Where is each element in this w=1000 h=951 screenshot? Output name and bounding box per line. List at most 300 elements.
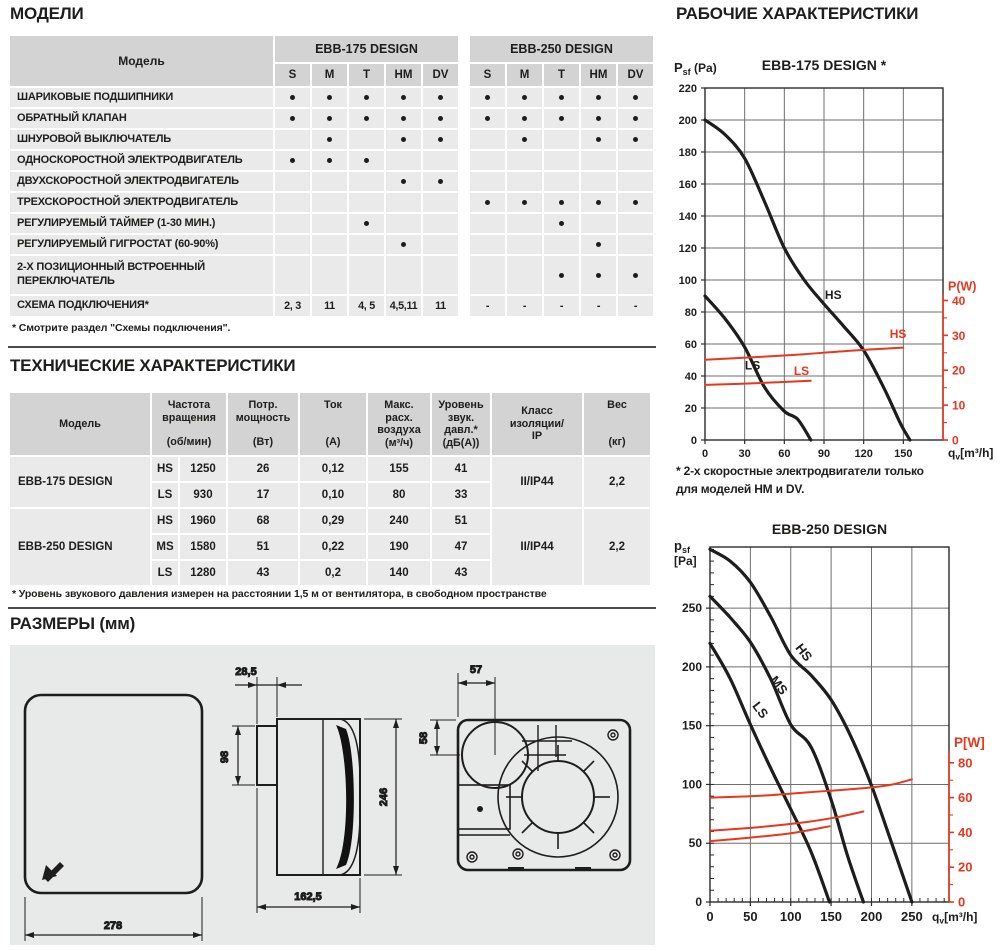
y-tick-label: 150 bbox=[681, 718, 702, 733]
performance-footnote bbox=[676, 462, 986, 498]
feature-mark-cell bbox=[349, 172, 384, 191]
feature-mark-cell bbox=[581, 214, 616, 233]
pressure-axis-label: $p_{sf}$ [Pa] bbox=[674, 538, 697, 568]
models-group-ebb175: EBB-175 DESIGN bbox=[275, 36, 458, 62]
feature-mark-cell bbox=[618, 88, 653, 107]
tech-value-cell: 1580 bbox=[180, 535, 226, 559]
feature-mark-cell bbox=[275, 88, 310, 107]
feature-mark-cell bbox=[470, 235, 505, 254]
feature-mark-cell bbox=[349, 193, 384, 212]
feature-dot bbox=[401, 242, 406, 247]
tech-value-cell: 240 bbox=[368, 509, 430, 533]
feature-mark-cell bbox=[275, 151, 310, 170]
y-tick-label: 0 bbox=[690, 435, 697, 447]
models-subcol-HM-175: HM bbox=[386, 64, 421, 86]
feature-dot bbox=[438, 116, 443, 121]
feature-mark-cell bbox=[507, 256, 542, 294]
tech-value-cell: 1250 bbox=[180, 457, 226, 481]
feature-dot bbox=[522, 200, 527, 205]
tech-model-name: EBB-175 DESIGN bbox=[10, 457, 150, 507]
curve-label-HS: HS bbox=[824, 288, 842, 303]
curve-label-MS: MS bbox=[767, 672, 791, 698]
feature-mark-cell bbox=[507, 193, 542, 212]
feature-dot bbox=[596, 95, 601, 100]
performance-footnote-line1: * 2-х скоростные электродвигатели только bbox=[676, 464, 924, 478]
feature-mark-cell bbox=[618, 193, 653, 212]
feature-dot bbox=[633, 137, 638, 142]
y-tick-label: 140 bbox=[678, 211, 697, 223]
performance-section-title: РАБОЧИЕ ХАРАКТЕРИСТИКИ bbox=[676, 4, 919, 23]
feature-mark-cell bbox=[470, 130, 505, 149]
tech-value-cell: 930 bbox=[180, 483, 226, 507]
chart-ebb-250 bbox=[660, 520, 1000, 951]
feature-mark-cell bbox=[275, 130, 310, 149]
tech-header-airflow: Макс. расх. воздуха (м³/ч) bbox=[368, 393, 430, 455]
y-tick-label: 220 bbox=[678, 83, 697, 95]
power-tick-label: 20 bbox=[952, 363, 966, 378]
plot-border bbox=[710, 547, 949, 902]
feature-mark-cell bbox=[386, 172, 421, 191]
feature-mark-cell bbox=[507, 235, 542, 254]
tech-value-cell: 0,2 bbox=[300, 561, 366, 585]
models-section-title: МОДЕЛИ bbox=[10, 4, 84, 23]
feature-dot bbox=[327, 95, 332, 100]
x-tick-label: 30 bbox=[738, 448, 751, 460]
feature-mark-cell bbox=[470, 172, 505, 191]
curve-LS bbox=[705, 381, 811, 385]
feature-mark-cell bbox=[581, 235, 616, 254]
models-feature-table bbox=[10, 36, 655, 316]
feature-mark-cell bbox=[349, 88, 384, 107]
feature-row-label: ШНУРОВОЙ ВЫКЛЮЧАТЕЛЬ bbox=[10, 130, 273, 149]
tech-value-cell: 51 bbox=[228, 535, 298, 559]
feature-mark-cell bbox=[470, 296, 505, 316]
feature-mark-cell bbox=[507, 130, 542, 149]
y-tick-label: 200 bbox=[678, 115, 697, 127]
tech-value-cell: 33 bbox=[432, 483, 490, 507]
dim-duct-offset-x: 57 bbox=[469, 664, 483, 676]
feature-dot bbox=[633, 116, 638, 121]
feature-dot bbox=[522, 137, 527, 142]
feature-dot bbox=[327, 137, 332, 142]
dimensions-drawing bbox=[10, 645, 655, 945]
unit-label: (Вт) bbox=[252, 436, 274, 449]
feature-row-label: ДВУХСКОРОСТНОЙ ЭЛЕКТРОДВИГАТЕЛЬ bbox=[10, 172, 273, 191]
tech-value-cell: 1960 bbox=[180, 509, 226, 533]
y-tick-label: 100 bbox=[678, 275, 697, 287]
tech-value-cell: 190 bbox=[368, 535, 430, 559]
feature-mark-cell bbox=[423, 214, 458, 233]
dimensions-panel bbox=[10, 645, 655, 945]
side-grille bbox=[336, 725, 354, 869]
feature-mark-cell bbox=[618, 235, 653, 254]
dimensions-section-title: РАЗМЕРЫ (мм) bbox=[10, 614, 136, 633]
feature-mark-cell bbox=[507, 151, 542, 170]
flow-axis-label: $q_v[m^3/h]$ bbox=[932, 910, 978, 926]
dim-body-depth: 162,5 bbox=[294, 891, 322, 903]
feature-mark-cell bbox=[507, 296, 542, 316]
schema-value: - bbox=[633, 300, 638, 312]
models-group-ebb250: EBB-250 DESIGN bbox=[470, 36, 653, 62]
feature-dot bbox=[438, 179, 443, 184]
feature-mark-cell bbox=[312, 256, 347, 294]
feature-mark-cell bbox=[312, 193, 347, 212]
feature-mark-cell bbox=[507, 172, 542, 191]
feature-mark-cell bbox=[618, 130, 653, 149]
feature-mark-cell bbox=[312, 214, 347, 233]
feature-mark-cell bbox=[581, 109, 616, 128]
feature-mark-cell bbox=[349, 296, 384, 316]
y-tick-label: 100 bbox=[681, 777, 702, 792]
y-tick-label: 200 bbox=[681, 659, 702, 674]
feature-mark-cell bbox=[312, 88, 347, 107]
feature-mark-cell bbox=[423, 130, 458, 149]
feature-dot bbox=[327, 116, 332, 121]
tech-header-current: Ток (А) bbox=[300, 393, 366, 455]
tech-header-ip: Класс изоляции/ IP bbox=[492, 393, 582, 455]
feature-mark-cell bbox=[386, 214, 421, 233]
power-axis-label: P(W) bbox=[948, 279, 977, 294]
feature-row-label: ОДНОСКОРОСТНОЙ ЭЛЕКТРОДВИГАТЕЛЬ bbox=[10, 151, 273, 170]
tech-value-cell: 155 bbox=[368, 457, 430, 481]
y-tick-label: 180 bbox=[678, 147, 697, 159]
unit-label: (м³/ч) bbox=[384, 437, 414, 450]
feature-mark-cell bbox=[544, 256, 579, 294]
schema-value: - bbox=[522, 300, 527, 312]
tech-value-cell: 0,29 bbox=[300, 509, 366, 533]
tech-weight: 2,2 bbox=[584, 457, 650, 507]
feature-mark-cell bbox=[349, 235, 384, 254]
feature-mark-cell bbox=[386, 109, 421, 128]
feature-mark-cell bbox=[544, 130, 579, 149]
feature-dot bbox=[596, 200, 601, 205]
models-subcol-S-175: S bbox=[275, 64, 310, 86]
models-subcol-M-250: M bbox=[507, 64, 542, 86]
dim-duct-offset-y: 58 bbox=[418, 731, 430, 745]
schema-value: 11 bbox=[435, 300, 446, 312]
feature-dot bbox=[485, 200, 490, 205]
tech-value-cell: 17 bbox=[228, 483, 298, 507]
feature-mark-cell bbox=[312, 172, 347, 191]
unit-label: (дБ(А)) bbox=[442, 437, 480, 450]
tech-footnote: * Уровень звукового давления измерен на расстоянии 1,5 м от вентилятора, в свободном пространстве bbox=[12, 588, 547, 600]
feature-dot bbox=[633, 273, 638, 278]
power-tick-label: 30 bbox=[952, 328, 966, 343]
feature-mark-cell bbox=[386, 88, 421, 107]
feature-mark-cell bbox=[349, 214, 384, 233]
tech-value-cell: 47 bbox=[432, 535, 490, 559]
tech-value-cell: 0,22 bbox=[300, 535, 366, 559]
curve-power bbox=[710, 779, 912, 797]
feature-dot bbox=[559, 200, 564, 205]
feature-mark-cell bbox=[618, 151, 653, 170]
feature-dot bbox=[633, 200, 638, 205]
y-tick-label: 0 bbox=[695, 895, 702, 909]
feature-mark-cell bbox=[312, 130, 347, 149]
feature-mark-cell bbox=[581, 296, 616, 316]
x-tick-label: 50 bbox=[743, 909, 758, 924]
feature-mark-cell bbox=[544, 193, 579, 212]
feature-mark-cell bbox=[312, 296, 347, 316]
power-tick-label: 40 bbox=[958, 824, 973, 840]
feature-dot bbox=[401, 95, 406, 100]
schema-value: 4,5,11 bbox=[389, 300, 418, 312]
feature-dot bbox=[364, 116, 369, 121]
feature-mark-cell bbox=[618, 172, 653, 191]
feature-mark-cell bbox=[386, 151, 421, 170]
feature-mark-cell bbox=[618, 256, 653, 294]
curve-label-LS: LS bbox=[749, 698, 772, 722]
power-tick-label: 0 bbox=[952, 433, 959, 448]
schema-value: 11 bbox=[324, 300, 335, 312]
front-view bbox=[25, 695, 202, 941]
feature-mark-cell bbox=[386, 235, 421, 254]
feature-mark-cell bbox=[581, 256, 616, 294]
feature-mark-cell bbox=[423, 193, 458, 212]
feature-dot bbox=[401, 137, 406, 142]
power-tick-label: 20 bbox=[958, 859, 973, 875]
back-view bbox=[418, 664, 630, 871]
feature-dot bbox=[596, 116, 601, 121]
power-tick-label: 40 bbox=[952, 293, 966, 308]
performance-footnote-line2: для моделей HM и DV. bbox=[676, 482, 805, 496]
feature-dot bbox=[522, 95, 527, 100]
schema-value: - bbox=[596, 300, 601, 312]
y-tick-label: 250 bbox=[681, 601, 702, 616]
feature-mark-cell bbox=[423, 256, 458, 294]
feature-mark-cell bbox=[423, 296, 458, 316]
y-tick-label: 50 bbox=[688, 836, 702, 851]
feature-mark-cell bbox=[275, 235, 310, 254]
models-subcol-T-175: T bbox=[349, 64, 384, 86]
tech-value-cell: HS bbox=[152, 457, 178, 481]
feature-mark-cell bbox=[386, 256, 421, 294]
feature-dot bbox=[438, 137, 443, 142]
feature-mark-cell bbox=[581, 172, 616, 191]
unit-label: (А) bbox=[325, 436, 341, 449]
feature-mark-cell bbox=[275, 172, 310, 191]
tech-value-cell: 1280 bbox=[180, 561, 226, 585]
feature-row-label: РЕГУЛИРУЕМЫЙ ГИГРОСТАТ (60-90%) bbox=[10, 235, 273, 254]
feature-dot bbox=[596, 137, 601, 142]
feature-mark-cell bbox=[544, 109, 579, 128]
feature-mark-cell bbox=[470, 193, 505, 212]
feature-mark-cell bbox=[349, 256, 384, 294]
feature-mark-cell bbox=[275, 214, 310, 233]
dim-duct-height: 98 bbox=[219, 750, 231, 764]
feature-mark-cell bbox=[312, 109, 347, 128]
tech-header-weight: Вес (кг) bbox=[584, 393, 650, 455]
feature-row-label: ОБРАТНЫЙ КЛАПАН bbox=[10, 109, 273, 128]
models-subcol-DV-250: DV bbox=[618, 64, 653, 86]
power-tick-label: 60 bbox=[958, 790, 973, 806]
feature-mark-cell bbox=[581, 151, 616, 170]
feature-dot bbox=[522, 116, 527, 121]
feature-mark-cell bbox=[470, 256, 505, 294]
models-footnote: * Смотрите раздел "Схемы подключения". bbox=[12, 322, 231, 334]
side-view bbox=[219, 666, 402, 913]
models-subcol-M-175: M bbox=[312, 64, 347, 86]
models-subcol-HM-250: HM bbox=[581, 64, 616, 86]
feature-dot bbox=[596, 273, 601, 278]
x-tick-label: 90 bbox=[817, 448, 831, 460]
models-subcol-S-250: S bbox=[470, 64, 505, 86]
terminal-box bbox=[458, 785, 510, 829]
feature-dot bbox=[290, 95, 295, 100]
chart-title: EBB-175 DESIGN * bbox=[761, 57, 887, 73]
tech-header-freq: Частота вращения (об/мин) bbox=[152, 393, 226, 455]
feature-mark-cell bbox=[470, 214, 505, 233]
feature-dot bbox=[364, 95, 369, 100]
x-tick-label: 200 bbox=[860, 909, 883, 924]
feature-dot bbox=[327, 158, 332, 163]
feature-dot bbox=[559, 116, 564, 121]
tech-section-title: ТЕХНИЧЕСКИЕ ХАРАКТЕРИСТИКИ bbox=[10, 356, 296, 375]
feature-dot bbox=[438, 95, 443, 100]
unit-label: (об/мин) bbox=[166, 436, 212, 449]
feature-mark-cell bbox=[618, 296, 653, 316]
curve-label-HS: HS bbox=[889, 326, 907, 341]
dim-total-height: 246 bbox=[378, 787, 390, 807]
feature-mark-cell bbox=[618, 214, 653, 233]
models-corner-header: Модель bbox=[10, 36, 273, 86]
models-subcol-T-250: T bbox=[544, 64, 579, 86]
feature-dot bbox=[559, 221, 564, 226]
power-axis-label: P[W] bbox=[954, 734, 985, 750]
feature-mark-cell bbox=[581, 193, 616, 212]
feature-mark-cell bbox=[386, 296, 421, 316]
feature-row-label: ТРЕХСКОРОСТНОЙ ЭЛЕКТРОДВИГАТЕЛЬ bbox=[10, 193, 273, 212]
y-tick-label: 20 bbox=[684, 403, 697, 415]
feature-mark-cell bbox=[544, 88, 579, 107]
section-divider-1 bbox=[8, 346, 656, 348]
feature-dot bbox=[401, 179, 406, 184]
feature-mark-cell bbox=[423, 151, 458, 170]
feature-mark-cell bbox=[275, 193, 310, 212]
feature-dot bbox=[290, 116, 295, 121]
tech-model-name: EBB-250 DESIGN bbox=[10, 509, 150, 585]
impeller-spokes bbox=[506, 745, 610, 849]
tech-value-cell: 26 bbox=[228, 457, 298, 481]
feature-mark-cell bbox=[312, 235, 347, 254]
tech-value-cell: 0,10 bbox=[300, 483, 366, 507]
x-tick-label: 60 bbox=[778, 448, 791, 460]
tech-weight: 2,2 bbox=[584, 509, 650, 585]
power-tick-label: 10 bbox=[952, 398, 966, 413]
tech-value-cell: 41 bbox=[432, 457, 490, 481]
feature-dot bbox=[633, 95, 638, 100]
feature-row-label: 2-Х ПОЗИЦИОННЫЙ ВСТРОЕННЫЙ ПЕРЕКЛЮЧАТЕЛЬ bbox=[10, 256, 273, 294]
tech-value-cell: MS bbox=[152, 535, 178, 559]
chart-title: EBB-250 DESIGN bbox=[771, 521, 888, 537]
feature-mark-cell bbox=[275, 109, 310, 128]
feature-mark-cell bbox=[581, 130, 616, 149]
feature-mark-cell bbox=[349, 151, 384, 170]
feature-dot bbox=[364, 221, 369, 226]
x-tick-label: 120 bbox=[854, 448, 873, 460]
tech-value-cell: HS bbox=[152, 509, 178, 533]
x-tick-label: 150 bbox=[894, 448, 913, 460]
tech-value-cell: 140 bbox=[368, 561, 430, 585]
power-tick-label: 80 bbox=[958, 755, 973, 771]
x-tick-label: 0 bbox=[701, 448, 709, 460]
dim-duct-depth: 28,5 bbox=[235, 666, 257, 678]
tech-header-model: Модель bbox=[10, 393, 150, 455]
feature-mark-cell bbox=[507, 214, 542, 233]
dim-front-width: 278 bbox=[103, 920, 123, 932]
tech-header-noise: Уровень звук. давл.* (дБ(А)) bbox=[432, 393, 490, 455]
tech-value-cell: 80 bbox=[368, 483, 430, 507]
curve-label-LS: LS bbox=[744, 358, 761, 373]
feature-dot bbox=[485, 95, 490, 100]
feature-mark-cell bbox=[581, 88, 616, 107]
curve-label-HS: HS bbox=[792, 640, 816, 665]
feature-mark-cell bbox=[349, 130, 384, 149]
schema-value: - bbox=[559, 300, 564, 312]
feature-mark-cell bbox=[544, 172, 579, 191]
y-tick-label: 160 bbox=[678, 179, 697, 191]
back-grille-lines bbox=[522, 725, 572, 771]
tech-ip-class: II/IP44 bbox=[492, 509, 582, 585]
x-tick-label: 0 bbox=[706, 909, 714, 924]
feature-dot bbox=[401, 116, 406, 121]
models-subcol-DV-175: DV bbox=[423, 64, 458, 86]
feature-mark-cell bbox=[544, 296, 579, 316]
feature-mark-cell bbox=[423, 88, 458, 107]
x-tick-label: 150 bbox=[820, 909, 842, 924]
feature-dot bbox=[559, 95, 564, 100]
tech-header-power: Потр. мощность (Вт) bbox=[228, 393, 298, 455]
curve-HS bbox=[705, 348, 903, 360]
unit-label: (кг) bbox=[608, 436, 626, 449]
feature-mark-cell bbox=[275, 256, 310, 294]
feature-mark-cell bbox=[544, 214, 579, 233]
tech-value-cell: 43 bbox=[228, 561, 298, 585]
tech-value-cell: 43 bbox=[432, 561, 490, 585]
y-tick-label: 60 bbox=[684, 339, 697, 351]
feature-mark-cell bbox=[470, 109, 505, 128]
schema-value: 4, 5 bbox=[358, 300, 375, 312]
feature-row-label: ШАРИКОВЫЕ ПОДШИПНИКИ bbox=[10, 88, 273, 107]
y-tick-label: 120 bbox=[678, 243, 697, 255]
y-tick-label: 40 bbox=[684, 371, 697, 383]
feature-mark-cell bbox=[544, 235, 579, 254]
feature-dot bbox=[364, 158, 369, 163]
x-tick-label: 100 bbox=[779, 909, 802, 924]
tech-value-cell: 51 bbox=[432, 509, 490, 533]
feature-mark-cell bbox=[470, 151, 505, 170]
pressure-axis-label: $P_{sf}$ (Pa) bbox=[674, 60, 717, 77]
section-divider-2 bbox=[8, 607, 656, 609]
feature-dot bbox=[485, 116, 490, 121]
schema-value: - bbox=[485, 300, 490, 312]
flow-axis-label: $q_v[m^3/h]$ bbox=[948, 446, 994, 462]
feature-mark-cell bbox=[386, 130, 421, 149]
tech-ip-class: II/IP44 bbox=[492, 457, 582, 507]
feature-row-label: СХЕМА ПОДКЛЮЧЕНИЯ* bbox=[10, 296, 273, 316]
x-tick-label: 250 bbox=[901, 909, 923, 924]
feature-mark-cell bbox=[386, 193, 421, 212]
tech-value-cell: LS bbox=[152, 561, 178, 585]
tech-value-cell: LS bbox=[152, 483, 178, 507]
feature-mark-cell bbox=[312, 151, 347, 170]
schema-value: 2, 3 bbox=[284, 300, 301, 312]
feature-mark-cell bbox=[275, 296, 310, 316]
feature-dot bbox=[290, 158, 295, 163]
feature-dot bbox=[559, 273, 564, 278]
power-tick-label: 0 bbox=[958, 894, 966, 910]
feature-mark-cell bbox=[618, 109, 653, 128]
